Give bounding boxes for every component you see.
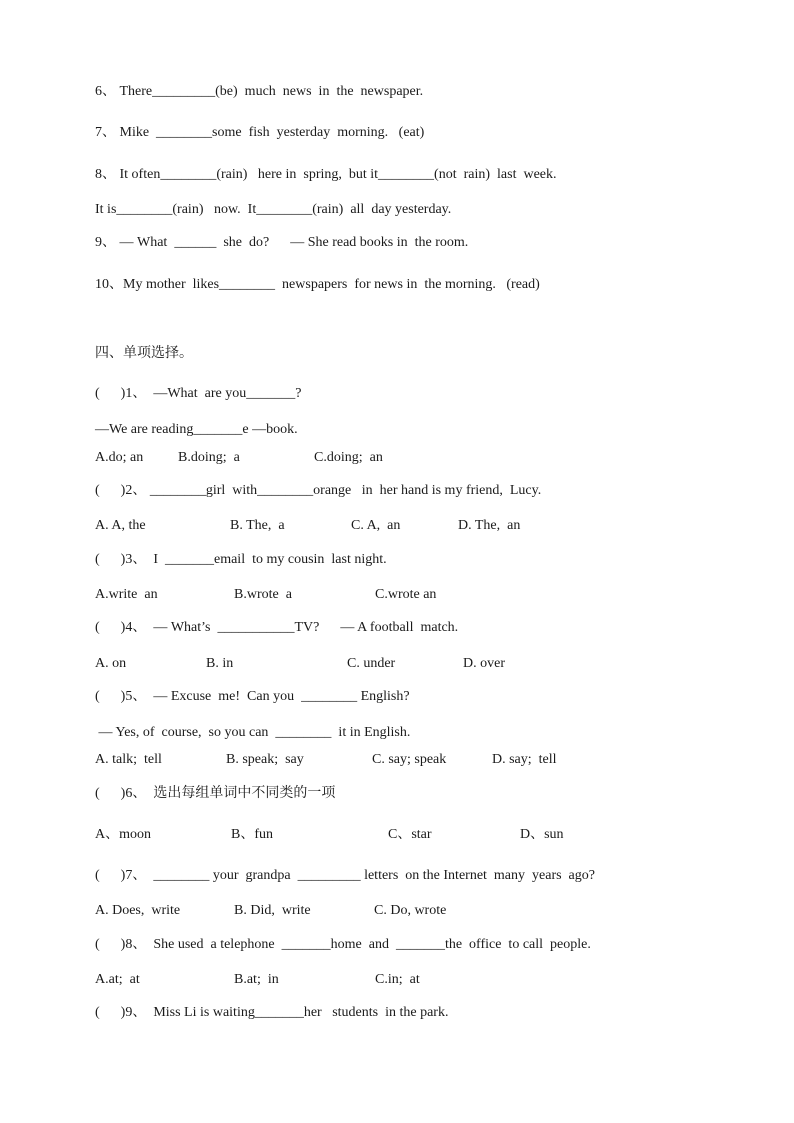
question-5-option-b: B. speak; say [226, 752, 304, 767]
question-6-option-d: D、sun [520, 827, 564, 842]
question-8-stem: ( )8、 She used a telephone _______home and _______the office to call people. [95, 937, 591, 952]
fill-in-item-7: 7、 Mike ________some fish yesterday morning. (eat) [95, 125, 425, 140]
question-3-option-c: C.wrote an [375, 587, 437, 602]
fill-in-item-10: 10、My mother likes________ newspapers for news in the morning. (read) [95, 277, 540, 292]
question-3-stem: ( )3、 I _______email to my cousin last night. [95, 552, 387, 567]
question-4-stem: ( )4、 — What’s ___________TV? — A football match. [95, 620, 459, 635]
question-7-option-b: B. Did, write [234, 903, 311, 918]
fill-in-item-8-continued: It is________(rain) now. It________(rain) all day yesterday. [95, 202, 452, 217]
question-8-option-a: A.at; at [95, 972, 140, 987]
question-4-option-b: B. in [206, 656, 234, 671]
question-1-stem: ( )1、 —What are you_______? [95, 386, 302, 401]
question-8-option-b: B.at; in [234, 972, 279, 987]
question-6-stem: ( )6、 选出每组单词中不同类的一项 [95, 786, 336, 801]
question-1-option-b: B.doing; a [178, 450, 240, 465]
question-5-option-a: A. talk; tell [95, 752, 162, 767]
question-1-option-c: C.doing; an [314, 450, 383, 465]
question-1-stem-continued: —We are reading_______e —book. [95, 422, 298, 437]
question-9-stem: ( )9、 Miss Li is waiting_______her students in the park. [95, 1005, 449, 1020]
question-2-option-d: D. The, an [458, 518, 521, 533]
question-4-option-d: D. over [463, 656, 505, 671]
question-2-option-b: B. The, a [230, 518, 285, 533]
section-heading: 四、单项选择。 [95, 345, 193, 361]
fill-in-item-6: 6、 There_________(be) much news in the newspaper. [95, 84, 424, 99]
question-7-stem: ( )7、 ________ your grandpa _________ letters on the Internet many years ago? [95, 868, 595, 883]
question-3-option-b: B.wrote a [234, 587, 292, 602]
question-2-stem: ( )2、 ________girl with________orange in her hand is my friend, Lucy. [95, 483, 542, 498]
question-6-option-b: B、fun [231, 827, 273, 842]
question-5-option-d: D. say; tell [492, 752, 557, 767]
question-7-option-a: A. Does, write [95, 903, 181, 918]
question-6-option-a: A、moon [95, 827, 151, 842]
question-4-option-c: C. under [347, 656, 396, 671]
question-5-stem-continued: — Yes, of course, so you can ________ it in English. [95, 725, 411, 740]
question-2-option-a: A. A, the [95, 518, 146, 533]
question-6-option-c: C、star [388, 827, 432, 842]
question-5-stem: ( )5、 — Excuse me! Can you ________ English? [95, 689, 410, 704]
fill-in-item-9: 9、 — What ______ she do? — She read books in the room. [95, 235, 469, 250]
question-4-option-a: A. on [95, 656, 127, 671]
question-7-option-c: C. Do, wrote [374, 903, 447, 918]
question-8-option-c: C.in; at [375, 972, 420, 987]
question-3-option-a: A.write an [95, 587, 158, 602]
question-2-option-c: C. A, an [351, 518, 401, 533]
question-5-option-c: C. say; speak [372, 752, 447, 767]
question-1-option-a: A.do; an [95, 450, 144, 465]
fill-in-item-8: 8、 It often________(rain) here in spring, but it________(not rain) last week. [95, 167, 557, 182]
